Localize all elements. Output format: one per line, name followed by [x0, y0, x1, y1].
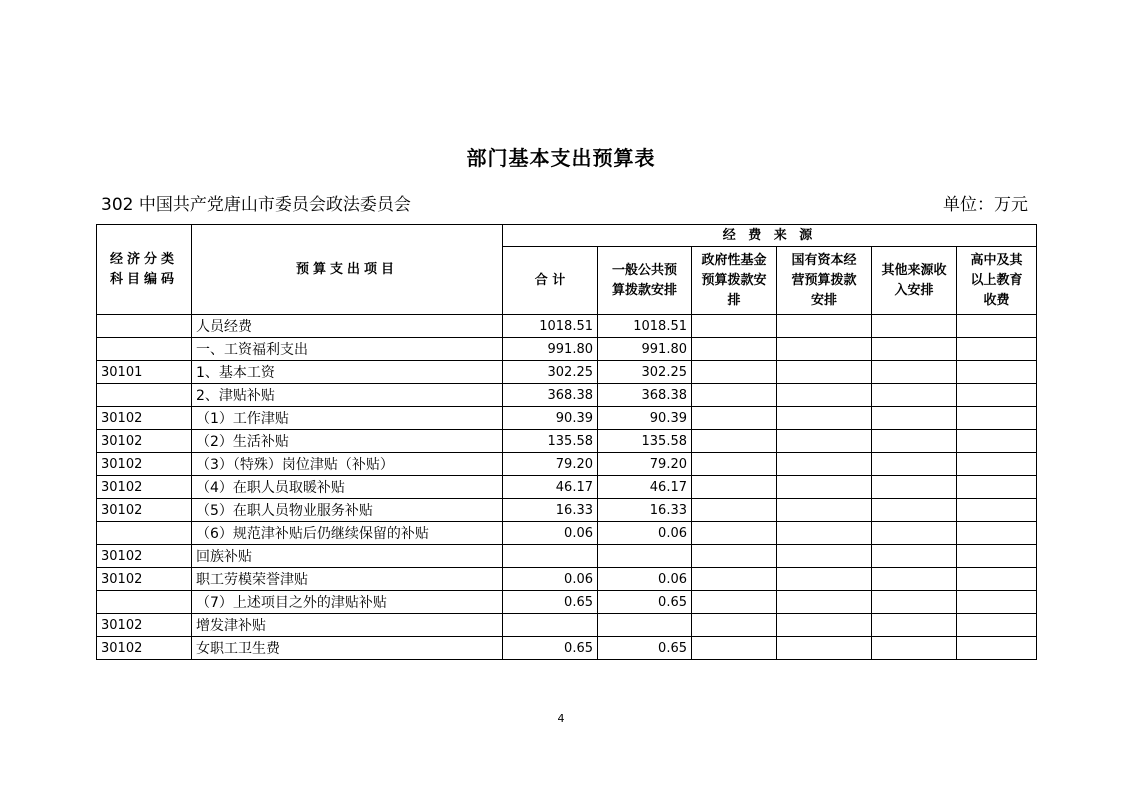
row-total: 90.39 [503, 407, 598, 430]
row-other [872, 338, 957, 361]
row-other [872, 522, 957, 545]
row-name: （5）在职人员物业服务补贴 [192, 499, 503, 522]
row-gov-fund [692, 476, 777, 499]
table-row [97, 614, 1037, 637]
row-total [503, 545, 598, 568]
row-name: 一、工资福利支出 [192, 338, 503, 361]
row-total: 0.06 [503, 568, 598, 591]
row-code [97, 522, 192, 545]
row-other [872, 545, 957, 568]
header-item: 预算支出项目 [192, 225, 503, 315]
row-name: 职工劳模荣誉津贴 [192, 568, 503, 591]
table-row [97, 361, 1037, 384]
row-general [598, 545, 692, 568]
row-name: 回族补贴 [192, 545, 503, 568]
budget-table [96, 224, 1037, 660]
table-row [97, 430, 1037, 453]
header-other: 其他来源收入安排 [872, 247, 957, 315]
row-other [872, 430, 957, 453]
row-state-capital [777, 568, 872, 591]
row-gov-fund [692, 614, 777, 637]
row-gov-fund [692, 315, 777, 338]
header-education: 高中及其以上教育收费 [957, 247, 1037, 315]
row-education [957, 591, 1037, 614]
row-education [957, 545, 1037, 568]
row-gov-fund [692, 522, 777, 545]
row-education [957, 384, 1037, 407]
table-row [97, 384, 1037, 407]
row-other [872, 568, 957, 591]
row-code: 30102 [97, 499, 192, 522]
row-education [957, 315, 1037, 338]
row-education [957, 476, 1037, 499]
table-row [97, 453, 1037, 476]
table-row [97, 568, 1037, 591]
row-general: 135.58 [598, 430, 692, 453]
row-total [503, 614, 598, 637]
row-code: 30102 [97, 637, 192, 660]
row-gov-fund [692, 499, 777, 522]
row-total: 16.33 [503, 499, 598, 522]
row-state-capital [777, 338, 872, 361]
row-name: （2）生活补贴 [192, 430, 503, 453]
row-code [97, 338, 192, 361]
table-row [97, 338, 1037, 361]
row-gov-fund [692, 453, 777, 476]
row-gov-fund [692, 361, 777, 384]
table-row [97, 476, 1037, 499]
row-total: 1018.51 [503, 315, 598, 338]
row-gov-fund [692, 568, 777, 591]
row-state-capital [777, 522, 872, 545]
table-body [97, 315, 1037, 660]
row-name: 2、津贴补贴 [192, 384, 503, 407]
row-total: 79.20 [503, 453, 598, 476]
row-total: 0.06 [503, 522, 598, 545]
row-name: 人员经费 [192, 315, 503, 338]
row-general: 79.20 [598, 453, 692, 476]
table-row [97, 499, 1037, 522]
row-education [957, 499, 1037, 522]
row-other [872, 499, 957, 522]
row-total: 135.58 [503, 430, 598, 453]
row-gov-fund [692, 338, 777, 361]
row-gov-fund [692, 407, 777, 430]
row-education [957, 614, 1037, 637]
row-general: 90.39 [598, 407, 692, 430]
row-other [872, 315, 957, 338]
row-state-capital [777, 499, 872, 522]
row-name: （6）规范津补贴后仍继续保留的补贴 [192, 522, 503, 545]
row-education [957, 522, 1037, 545]
row-state-capital [777, 430, 872, 453]
row-general: 1018.51 [598, 315, 692, 338]
row-education [957, 430, 1037, 453]
row-code: 30102 [97, 545, 192, 568]
row-state-capital [777, 407, 872, 430]
department-name: 302 中国共产党唐山市委员会政法委员会 [101, 195, 411, 215]
header-total: 合 计 [503, 247, 598, 315]
row-other [872, 591, 957, 614]
row-code: 30102 [97, 568, 192, 591]
row-total: 991.80 [503, 338, 598, 361]
row-general: 0.65 [598, 591, 692, 614]
table-row [97, 637, 1037, 660]
row-gov-fund [692, 384, 777, 407]
unit-label: 单位：万元 [943, 195, 1028, 215]
row-education [957, 338, 1037, 361]
row-name: （7）上述项目之外的津贴补贴 [192, 591, 503, 614]
row-state-capital [777, 315, 872, 338]
header-source: 经 费 来 源 [503, 225, 1037, 247]
row-code: 30102 [97, 453, 192, 476]
row-name: 1、基本工资 [192, 361, 503, 384]
row-code: 30102 [97, 407, 192, 430]
table-row [97, 522, 1037, 545]
table-row [97, 545, 1037, 568]
row-total: 0.65 [503, 591, 598, 614]
header-general: 一般公共预算拨款安排 [598, 247, 692, 315]
row-total: 368.38 [503, 384, 598, 407]
row-total: 46.17 [503, 476, 598, 499]
row-other [872, 453, 957, 476]
row-education [957, 407, 1037, 430]
row-other [872, 361, 957, 384]
table-row [97, 315, 1037, 338]
row-other [872, 476, 957, 499]
row-name: （4）在职人员取暖补贴 [192, 476, 503, 499]
row-education [957, 361, 1037, 384]
table-row [97, 407, 1037, 430]
row-state-capital [777, 637, 872, 660]
row-name: （1）工作津贴 [192, 407, 503, 430]
row-general: 368.38 [598, 384, 692, 407]
row-general: 0.65 [598, 637, 692, 660]
header-state-capital: 国有资本经营预算拨款安排 [777, 247, 872, 315]
row-gov-fund [692, 637, 777, 660]
row-education [957, 453, 1037, 476]
row-general [598, 614, 692, 637]
row-name: （3）（特殊）岗位津贴（补贴） [192, 453, 503, 476]
page-title: 部门基本支出预算表 [466, 146, 656, 170]
row-gov-fund [692, 430, 777, 453]
row-gov-fund [692, 545, 777, 568]
header-gov-fund: 政府性基金预算拨款安排 [692, 247, 777, 315]
row-total: 302.25 [503, 361, 598, 384]
row-name: 增发津补贴 [192, 614, 503, 637]
row-gov-fund [692, 591, 777, 614]
row-code: 30102 [97, 614, 192, 637]
row-code: 30102 [97, 430, 192, 453]
row-other [872, 637, 957, 660]
row-general: 46.17 [598, 476, 692, 499]
row-code [97, 315, 192, 338]
row-general: 0.06 [598, 522, 692, 545]
row-general: 991.80 [598, 338, 692, 361]
row-general: 0.06 [598, 568, 692, 591]
row-code: 30102 [97, 476, 192, 499]
row-total: 0.65 [503, 637, 598, 660]
row-education [957, 568, 1037, 591]
page-number: 4 [557, 712, 565, 725]
row-code [97, 591, 192, 614]
row-state-capital [777, 591, 872, 614]
table-row [97, 591, 1037, 614]
row-general: 302.25 [598, 361, 692, 384]
row-state-capital [777, 476, 872, 499]
row-education [957, 637, 1037, 660]
row-code: 30101 [97, 361, 192, 384]
row-name: 女职工卫生费 [192, 637, 503, 660]
row-state-capital [777, 453, 872, 476]
row-state-capital [777, 361, 872, 384]
row-code [97, 384, 192, 407]
row-general: 16.33 [598, 499, 692, 522]
row-other [872, 407, 957, 430]
header-code: 经济分类科目编码 [97, 225, 192, 315]
row-other [872, 614, 957, 637]
row-state-capital [777, 614, 872, 637]
row-other [872, 384, 957, 407]
row-state-capital [777, 384, 872, 407]
row-state-capital [777, 545, 872, 568]
